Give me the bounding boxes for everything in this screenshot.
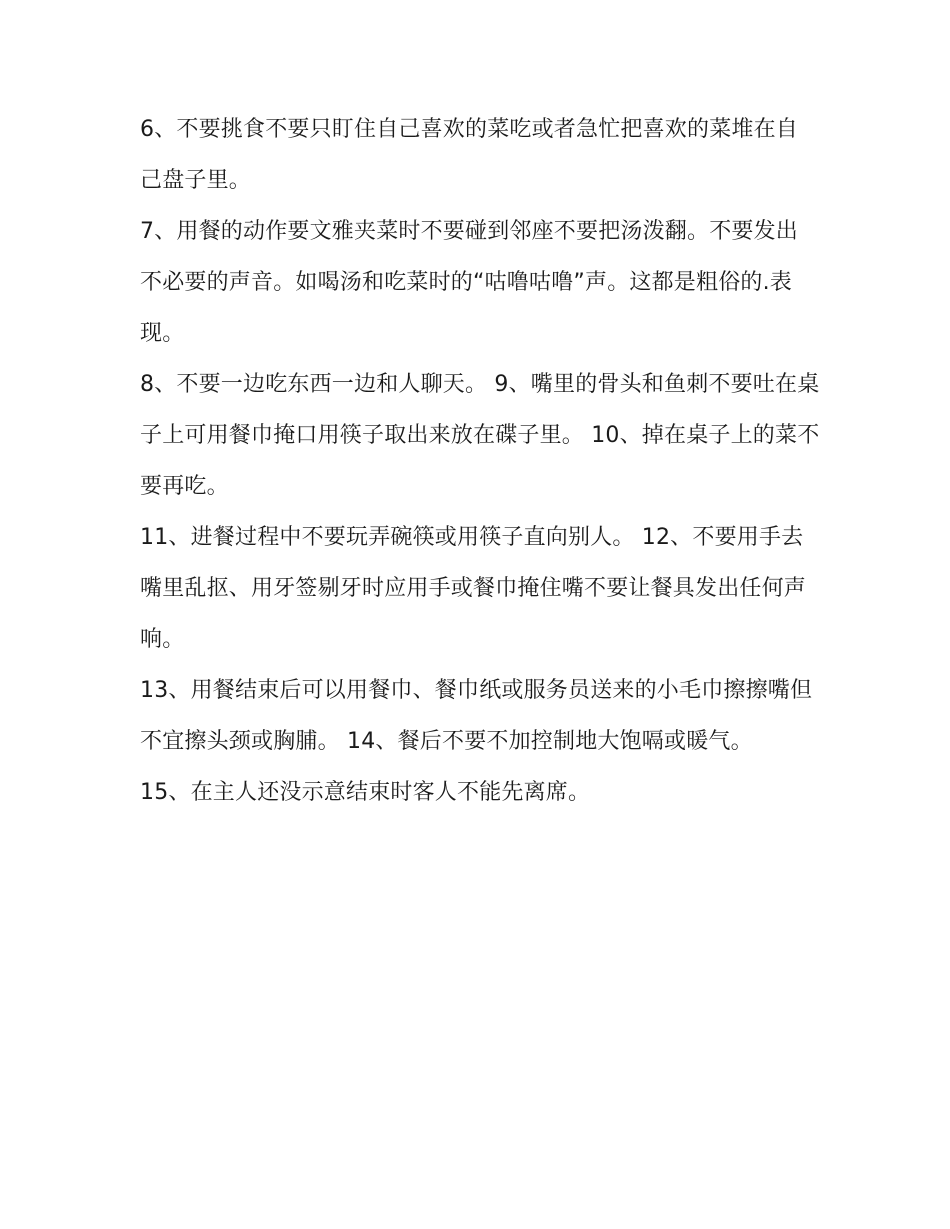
paragraph-13-14: 13、用餐结束后可以用餐巾、餐巾纸或服务员送来的小毛巾擦擦嘴但不宜擦头颈或胸脯。 14、餐后不要不加控制地大饱嗝或暖气。 bbox=[140, 678, 813, 754]
paragraph-7: 7、用餐的动作要文雅夹菜时不要碰到邻座不要把汤泼翻。不要发出不必要的声音。如喝汤和吃菜时的“咕噜咕噜”声。这都是粗俗的.表现。 bbox=[140, 219, 798, 346]
paragraph-11-12: 11、进餐过程中不要玩弄碗筷或用筷子直向别人。 12、不要用手去嘴里乱抠、用牙签剔牙时应用手或餐巾掩住嘴不要让餐具发出任何声响。 bbox=[140, 525, 807, 652]
paragraph-6: 6、不要挑食不要只盯住自己喜欢的菜吃或者急忙把喜欢的菜堆在自己盘子里。 bbox=[140, 117, 798, 193]
paragraph-15: 15、在主人还没示意结束时客人不能先离席。 bbox=[140, 780, 591, 805]
document-body bbox=[140, 104, 820, 818]
paragraph-8-10: 8、不要一边吃东西一边和人聊天。 9、嘴里的骨头和鱼刺不要吐在桌子上可用餐巾掩口用筷子取出来放在碟子里。 10、掉在桌子上的菜不要再吃。 bbox=[140, 372, 820, 499]
